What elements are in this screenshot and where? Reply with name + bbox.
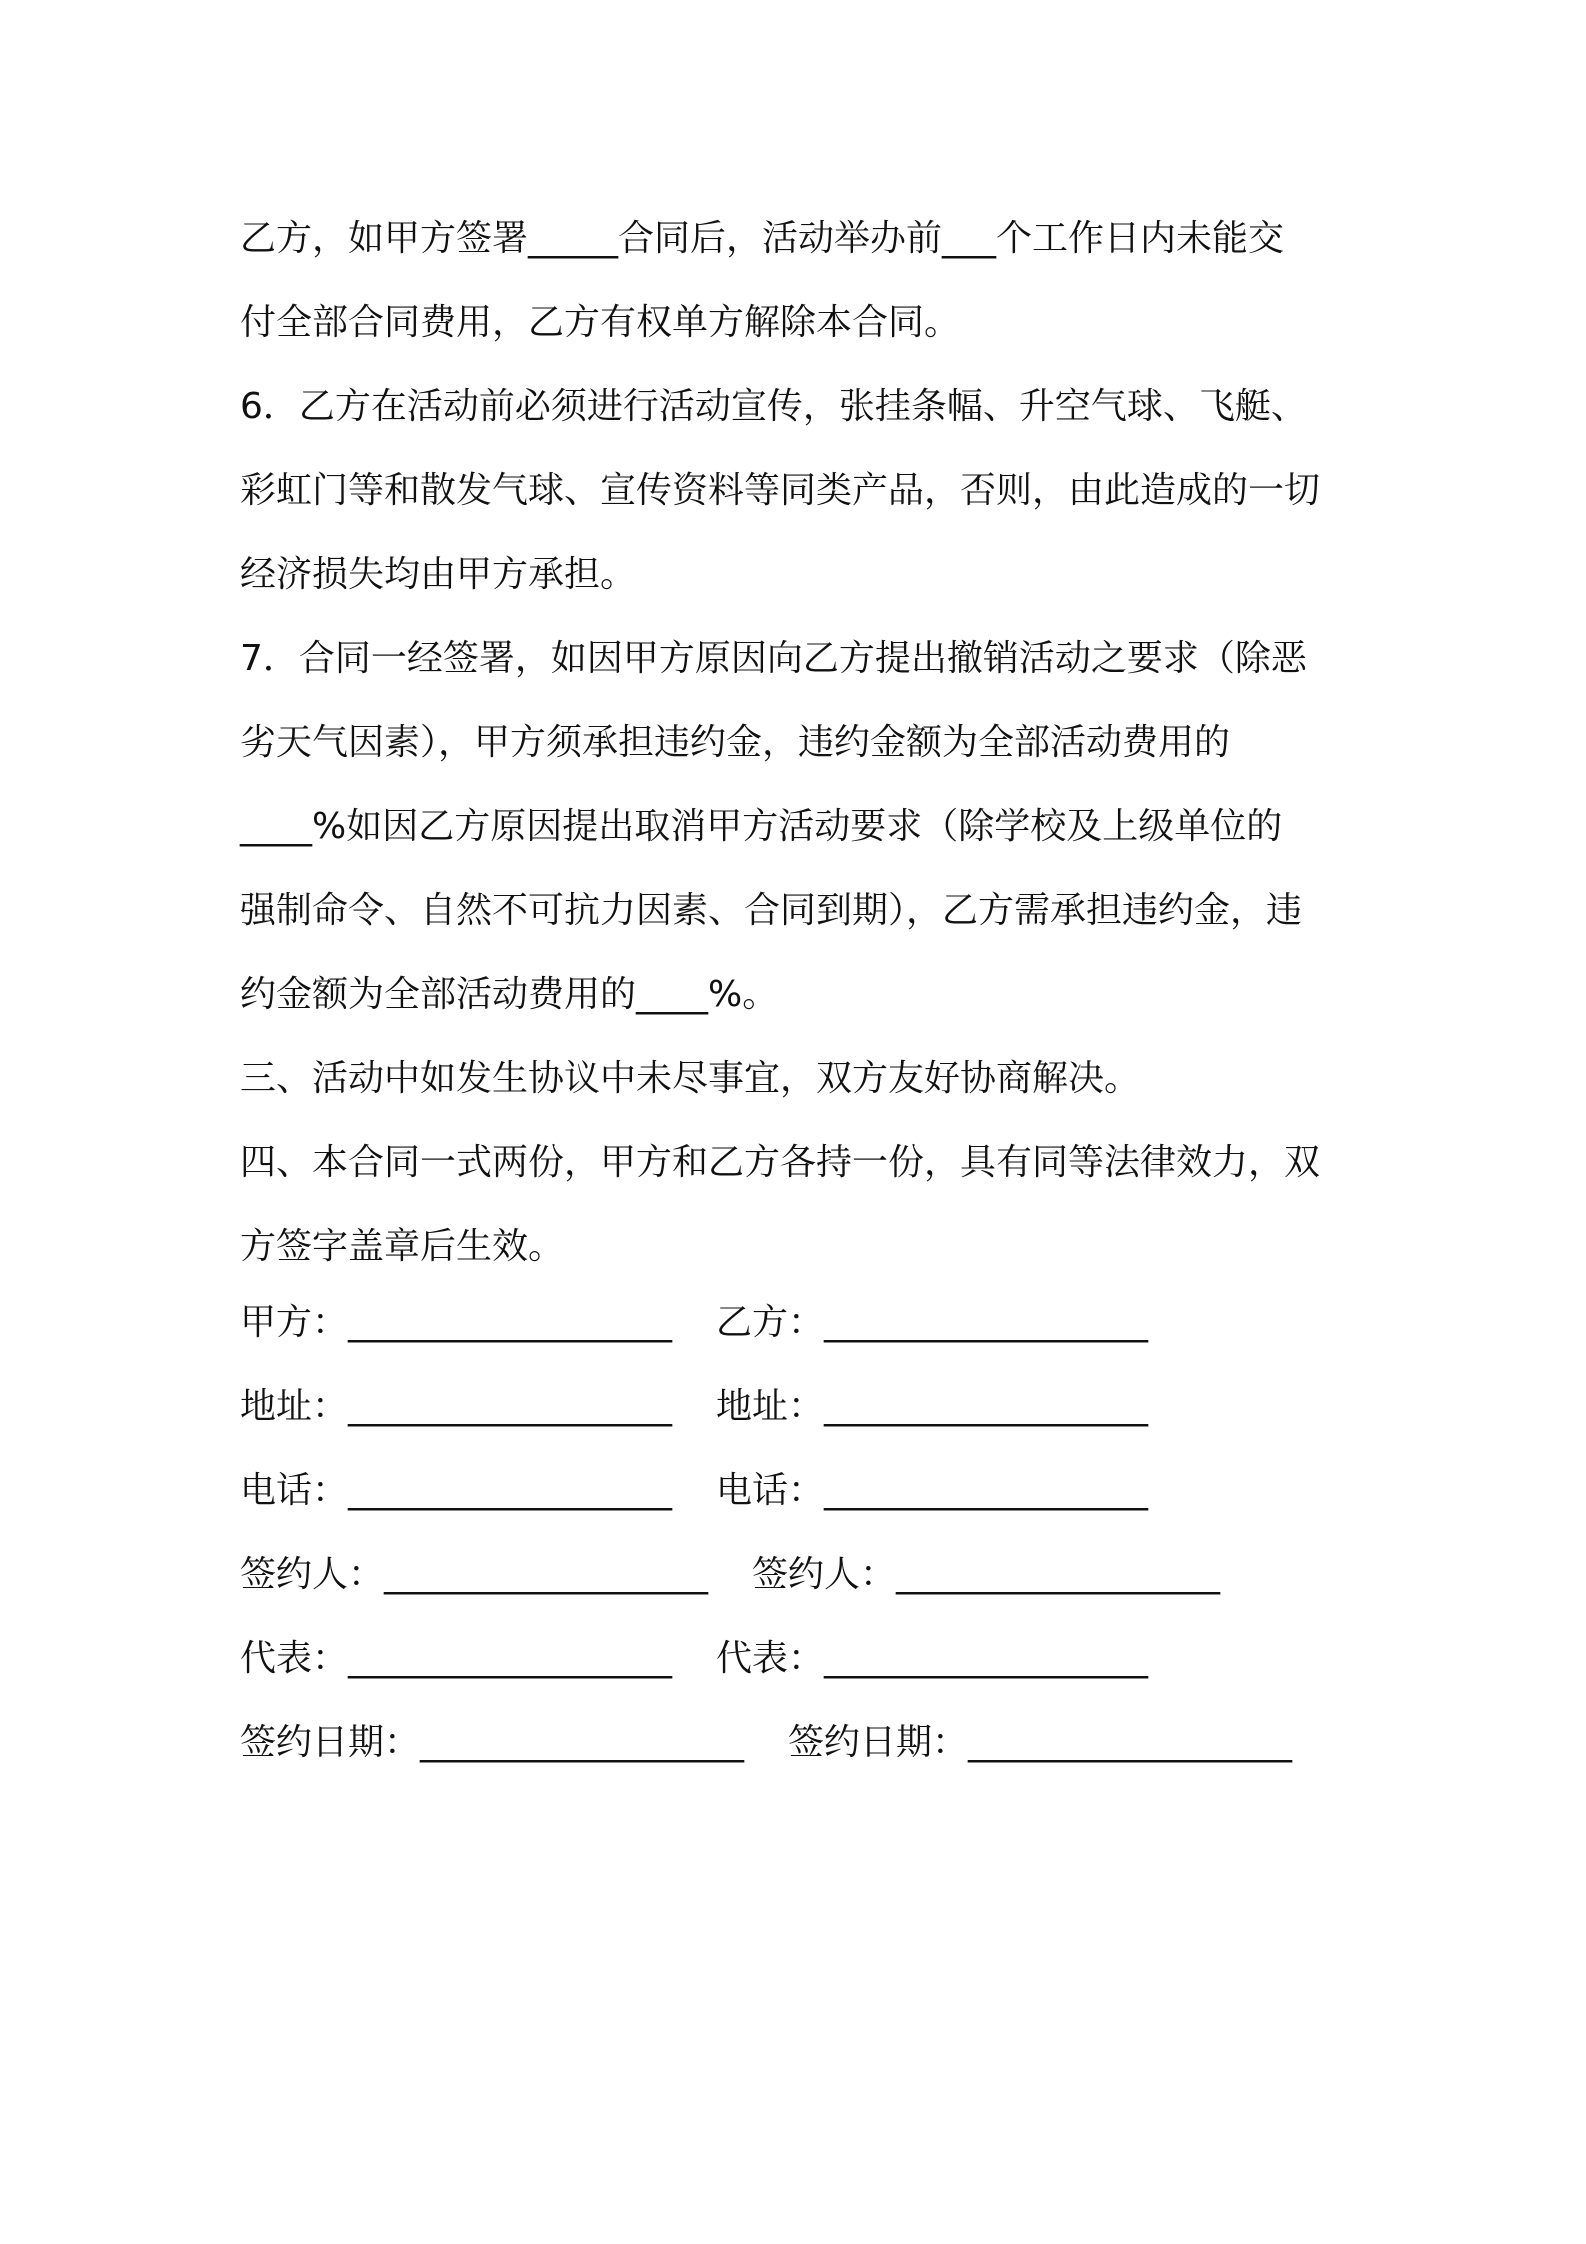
signature-block: [240, 1281, 1360, 1785]
signature-row-date: [240, 1701, 1360, 1785]
representative-b-field: 代表：__________________: [716, 1638, 1149, 1679]
clause-6-line: 6．乙方在活动前必须进行活动宣传，张挂条幅、升空气球、飞艇、: [240, 386, 1307, 427]
clause-7-line: 劣天气因素），甲方须承担违约金，违约金额为全部活动费用的: [240, 722, 1231, 763]
sign-date-b-field: 签约日期：__________________: [788, 1722, 1293, 1763]
sign-date-a-field: 签约日期：__________________: [240, 1722, 745, 1763]
representative-a-field: 代表：__________________: [240, 1638, 673, 1679]
phone-b-field: 电话：__________________: [716, 1470, 1149, 1511]
signer-a-field: 签约人：__________________: [240, 1554, 709, 1595]
signature-row-signer: [240, 1533, 1360, 1617]
party-a-field: 甲方：__________________: [240, 1302, 673, 1343]
party-b-field: 乙方：__________________: [716, 1302, 1149, 1343]
clause-7-line: 强制命令、自然不可抗力因素、合同到期），乙方需承担违约金，违: [240, 890, 1303, 931]
signature-row-phone: [240, 1449, 1360, 1533]
signature-row-representative: [240, 1617, 1360, 1701]
clause-6-line: 经济损失均由甲方承担。: [240, 554, 637, 595]
phone-a-field: 电话：__________________: [240, 1470, 673, 1511]
text-line: 乙方，如甲方签署_____合同后，活动举办前___个工作日内未能交: [240, 218, 1285, 259]
section-4-line: 方签字盖章后生效。: [240, 1226, 565, 1267]
clause-7-line: ____%如因乙方原因提出取消甲方活动要求（除学校及上级单位的: [240, 806, 1283, 847]
section-4-line: 四、本合同一式两份，甲方和乙方各持一份，具有同等法律效力，双: [240, 1142, 1321, 1183]
clause-6-line: 彩虹门等和散发气球、宣传资料等同类产品，否则，由此造成的一切: [240, 470, 1321, 511]
clause-7-line: 7．合同一经签署，如因甲方原因向乙方提出撤销活动之要求（除恶: [240, 638, 1307, 679]
text-line: 付全部合同费用，乙方有权单方解除本合同。: [240, 302, 961, 343]
contract-body: [240, 197, 1360, 1289]
section-3-line: 三、活动中如发生协议中未尽事宜，双方友好协商解决。: [240, 1058, 1141, 1099]
signature-row-party: [240, 1281, 1360, 1365]
signature-row-address: [240, 1365, 1360, 1449]
clause-7-line: 约金额为全部活动费用的____%。: [240, 974, 779, 1015]
signer-b-field: 签约人：__________________: [752, 1554, 1221, 1595]
address-b-field: 地址：__________________: [716, 1386, 1149, 1427]
address-a-field: 地址：__________________: [240, 1386, 673, 1427]
